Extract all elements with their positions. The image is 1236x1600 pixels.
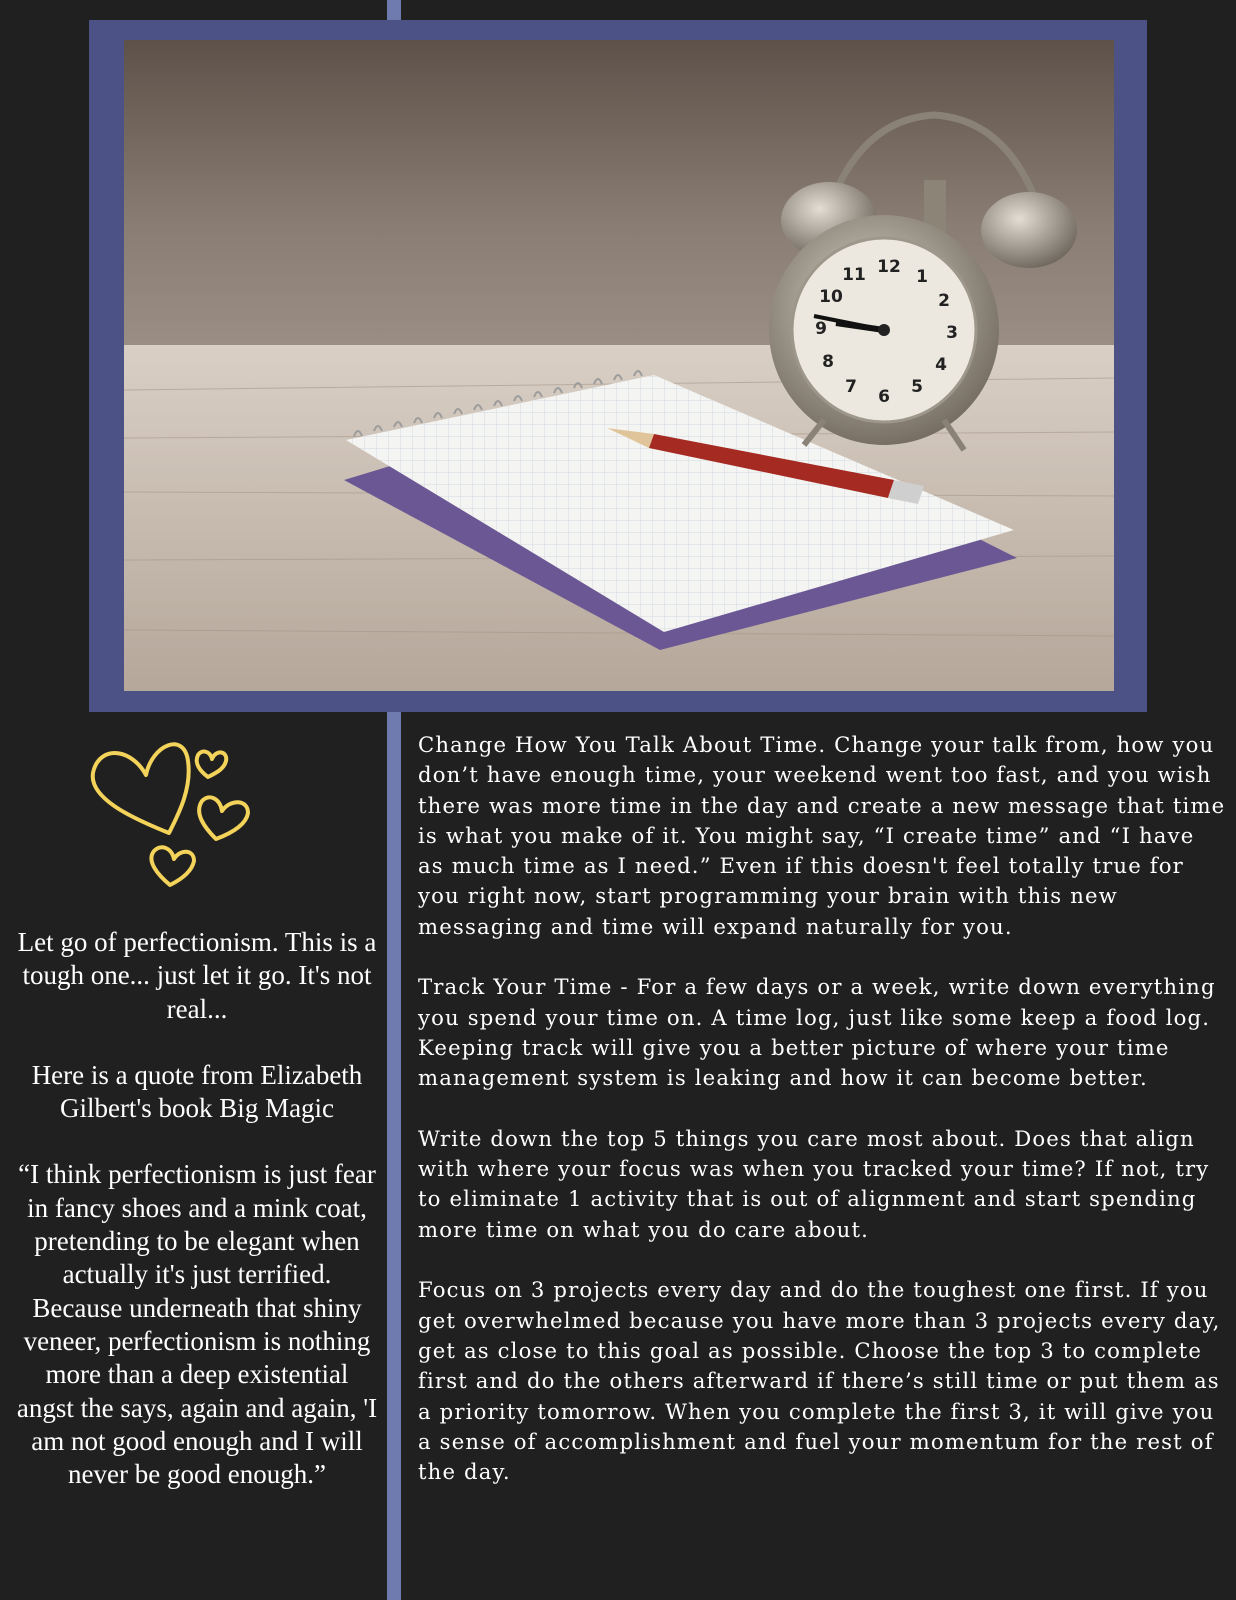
sidebar-paragraph: Here is a quote from Elizabeth Gilbert's book Big Magic — [31, 1059, 363, 1124]
clock-numeral: 10 — [819, 287, 843, 307]
tip-paragraph: Track Your Time - For a few days or a week, write down everything you spend your time on. A time log, just like some keep a food log. Keeping track will give you a better picture of where your time management system is leaking and how it can become better. — [418, 974, 1216, 1091]
clock-numeral: 9 — [815, 319, 827, 339]
clock-numeral: 6 — [878, 387, 890, 407]
notepad-clock-photo — [124, 40, 1114, 691]
clock-numeral: 12 — [877, 257, 901, 277]
clock-numeral: 1 — [916, 267, 928, 287]
sidebar-paragraph: Let go of perfectionism. This is a tough one... just let it go. It's not real... — [17, 927, 377, 1024]
clock-numeral: 2 — [938, 291, 950, 311]
clock-numeral: 3 — [946, 323, 958, 343]
clock-numeral: 4 — [935, 355, 947, 375]
tip-paragraph: Change How You Talk About Time. Change your talk from, how you don’t have enough time, your weekend went too fast, and you wish there was more time in the day and create a new message that time is what you make of it. You might say, “I create time” and “I have as much time as I need.” Even if this doesn't feel totally true for you right now, start programming your brain with this new messaging and time will expand naturally for you. — [418, 732, 1226, 939]
column-divider — [387, 706, 401, 1600]
clock-numeral: 7 — [845, 377, 857, 397]
tip-paragraph: Focus on 3 projects every day and do the toughest one first. If you get overwhelmed because you have more than 3 projects every day, get as close to this goal as possible. Choose the top 3 to complete first and do the others afterward if there’s still time or put them as a priority tomorrow. When you complete the first 3, it will give you a sense of accomplishment and fuel your momentum for the rest of the day. — [418, 1277, 1221, 1485]
perfectionism-sidebar — [16, 926, 378, 1524]
clock-numeral: 11 — [842, 265, 866, 285]
clock-numeral: 8 — [822, 352, 834, 372]
clock-numeral: 5 — [911, 377, 923, 397]
sidebar-quote: “I think perfectionism is just fear in fancy shoes and a mink coat, pretending to be elegant when actually it's just terrified. Because underneath that shiny veneer, perfectionism is nothing more than a deep existential angst the says, again and again, 'I am not good enough and I will never be good enough.” — [16, 1159, 378, 1490]
hearts-icon — [84, 737, 264, 909]
tip-paragraph: Write down the top 5 things you care most about. Does that align with where your focus was when you tracked your time? If not, try to eliminate 1 activity that is out of alignment and start spending more time on what you do care about. — [418, 1125, 1210, 1242]
time-tips-column — [418, 730, 1226, 1518]
